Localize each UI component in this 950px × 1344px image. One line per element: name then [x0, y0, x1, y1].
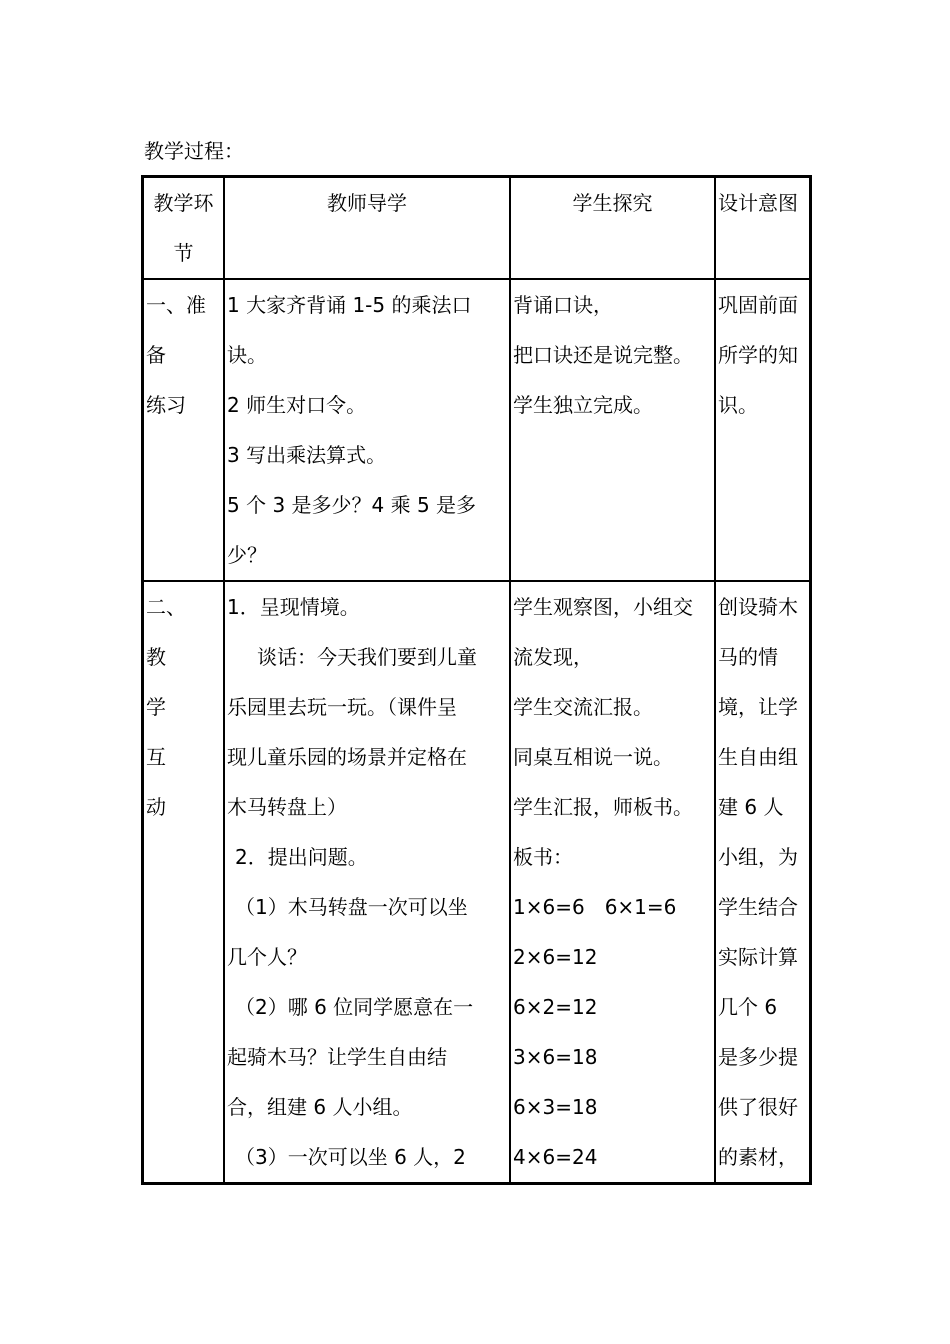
stage-cell: 二、 教 学 互 动: [143, 581, 224, 1183]
table-row: [143, 279, 810, 581]
teacher-cell: 1 大家齐背诵 1-5 的乘法口 诀。 2 师生对口令。 3 写出乘法算式。 5 个 3 是多少？4 乘 5 是多 少？: [224, 279, 510, 581]
teacher-cell: 1．呈现情境。 谈话：今天我们要到儿童 乐园里去玩一玩。（课件呈 现儿童乐园的场景并定格在 木马转盘上） 2．提出问题。 （1）木马转盘一次可以坐 几个人？ （2）哪 6 位同学愿意在一 起骑木马？让学生自由结 合，组建 6 人小组。 （3）一次可以坐 6 人，2: [224, 581, 510, 1183]
lesson-table: [141, 175, 812, 1185]
design-cell: 巩固前面 所学的知 识。: [715, 279, 810, 581]
header-student: 学生探究: [510, 177, 715, 279]
header-teacher: 教师导学: [224, 177, 510, 279]
header-design: 设计意图: [715, 177, 810, 279]
table-row: [143, 581, 810, 1183]
table-header-row: [143, 177, 810, 279]
design-cell: 创设骑木 马的情 境，让学 生自由组 建 6 人 小组，为 学生结合 实际计算 几个 6 是多少提 供了很好 的素材，: [715, 581, 810, 1183]
header-stage: 教学环节: [143, 177, 224, 279]
student-cell: 学生观察图，小组交 流发现， 学生交流汇报。 同桌互相说一说。 学生汇报，师板书。 板书： 1×6=6 6×1=6 2×6=12 6×2=12 3×6=18 6×3=18 4×6=24: [510, 581, 715, 1183]
page-heading: 教学过程：: [144, 139, 244, 163]
student-cell: 背诵口诀， 把口诀还是说完整。 学生独立完成。: [510, 279, 715, 581]
stage-cell: 一、准 备 练习: [143, 279, 224, 581]
